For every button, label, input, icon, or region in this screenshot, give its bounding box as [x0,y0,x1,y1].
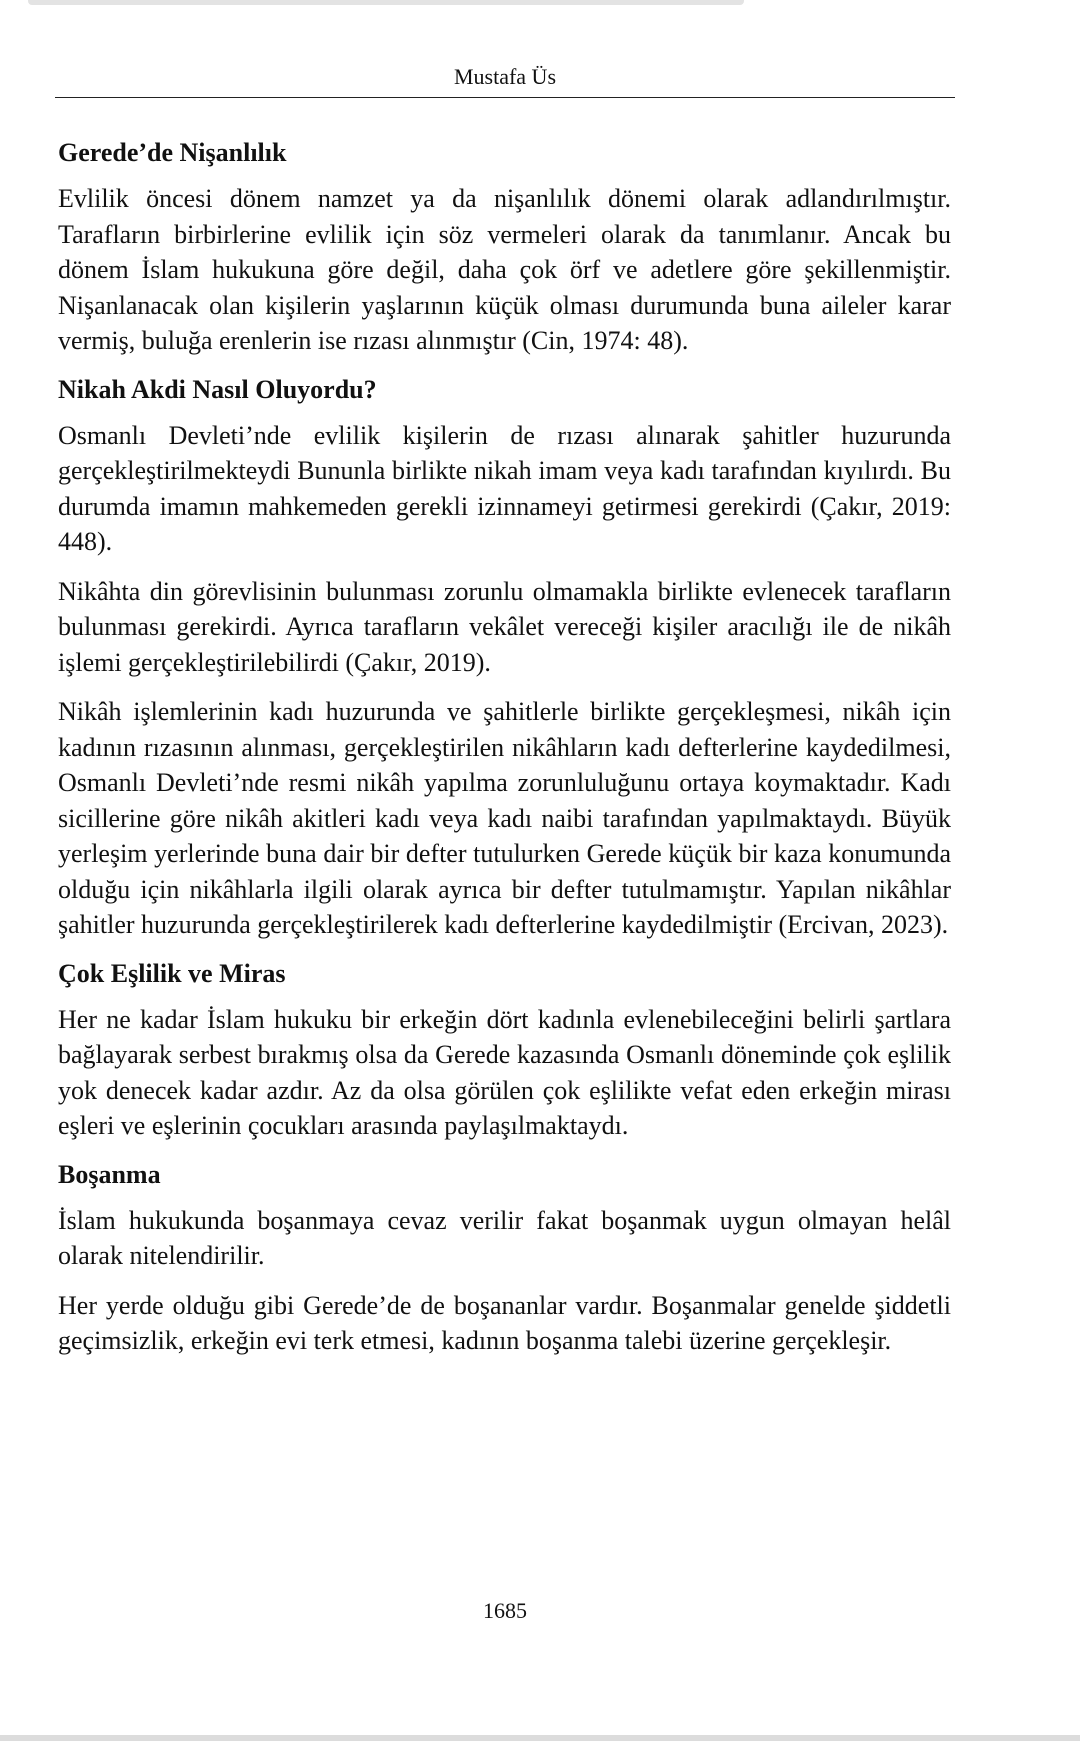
section-heading: Çok Eşlilik ve Miras [58,958,286,988]
paragraph: Her ne kadar İslam hukuku bir erkeğin dört kadınla evlenebileceğini belirli şartlara bağlayarak serbest bırakmış olsa da Gerede kazasında Osmanlı döneminde çok eşlilik yok denecek kadar azdır. Az da olsa görülen çok eşlilikte vefat eden erkeğin mirası eşleri ve eşlerinin çocukları arasında paylaşılmaktaydı. [58,1004,951,1140]
running-header-author: Mustafa Üs [55,64,955,98]
paragraph: Her yerde olduğu gibi Gerede’de de boşananlar vardır. Boşanmalar genelde şiddetli geçimsizlik, erkeğin evi terk etmesi, kadının boşanma talebi üzerine gerçekleşir. [58,1290,951,1355]
paragraph: İslam hukukunda boşanmaya cevaz verilir fakat boşanmak uygun olmayan helâl olarak nitelendirilir. [58,1205,951,1270]
page-number: 1685 [483,1598,527,1623]
section-heading: Nikah Akdi Nasıl Oluyordu? [58,374,377,404]
scrollbar[interactable] [28,0,744,5]
paragraph: Osmanlı Devleti’nde evlilik kişilerin de rızası alınarak şahitler huzurunda gerçekleştirilmekteydi Bununla birlikte nikah imam veya kadı tarafından kıyılırdı. Bu durumda imamın mahkemeden gerekli izinnameyi getirmesi gerekirdi (Çakır, 2019: 448). [58,420,951,556]
paragraph: Nikâh işlemlerinin kadı huzurunda ve şahitlerle birlikte gerçekleşmesi, nikâh için kadının rızasının alınması, gerçekleştirilen nikâhların kadı defterlerine kaydedilmesi, Osmanlı Devleti’nde resmi nikâh yapılma zorunluluğunu ortaya koymaktadır. Kadı sicillerine göre nikâh akitleri kadı veya kadı naibi tarafından yapılmaktaydı. Büyük yerleşim yerlerinde buna dair bir defter tutulurken Gerede küçük bir kaza konumunda olduğu için nikâhlarla ilgili olarak ayrıca bir defter tutulmamıştır. Yapılan nikâhlar şahitler huzurunda gerçekleştirilerek kadı defterlerine kaydedilmiştir (Ercivan, 2023). [58,697,951,939]
section-polygamy-inheritance [58,957,951,1144]
section-divorce [58,1158,951,1359]
page-body [58,136,951,1373]
section-engagement [58,136,951,359]
paragraph: Nikâhta din görevlisinin bulunması zorunlu olmamakla birlikte evlenecek tarafların bulunması gerekirdi. Ayrıca tarafların vekâlet vereceği kişiler aracılığı ile de nikâh işlemi gerçekleştirilebilirdi (Çakır, 2019). [58,576,951,677]
section-marriage-contract [58,373,951,943]
section-heading: Gerede’de Nişanlılık [58,138,287,167]
bottom-divider [0,1735,1080,1741]
paragraph: Evlilik öncesi dönem namzet ya da nişanlılık dönemi olarak adlandırılmıştır. Tarafların birbirlerine evlilik için söz vermeleri olarak da tanımlanır. Ancak bu dönem İslam hukukuna göre değil, daha çok örf ve adetlere göre şekillenmiştir. Nişanlanacak olan kişilerin yaşlarının küçük olması durumunda buna aileler karar vermiş, buluğa erenlerin ise rızası alınmıştır (Cin, 1974: 48). [58,184,951,355]
section-heading: Boşanma [58,1159,161,1189]
